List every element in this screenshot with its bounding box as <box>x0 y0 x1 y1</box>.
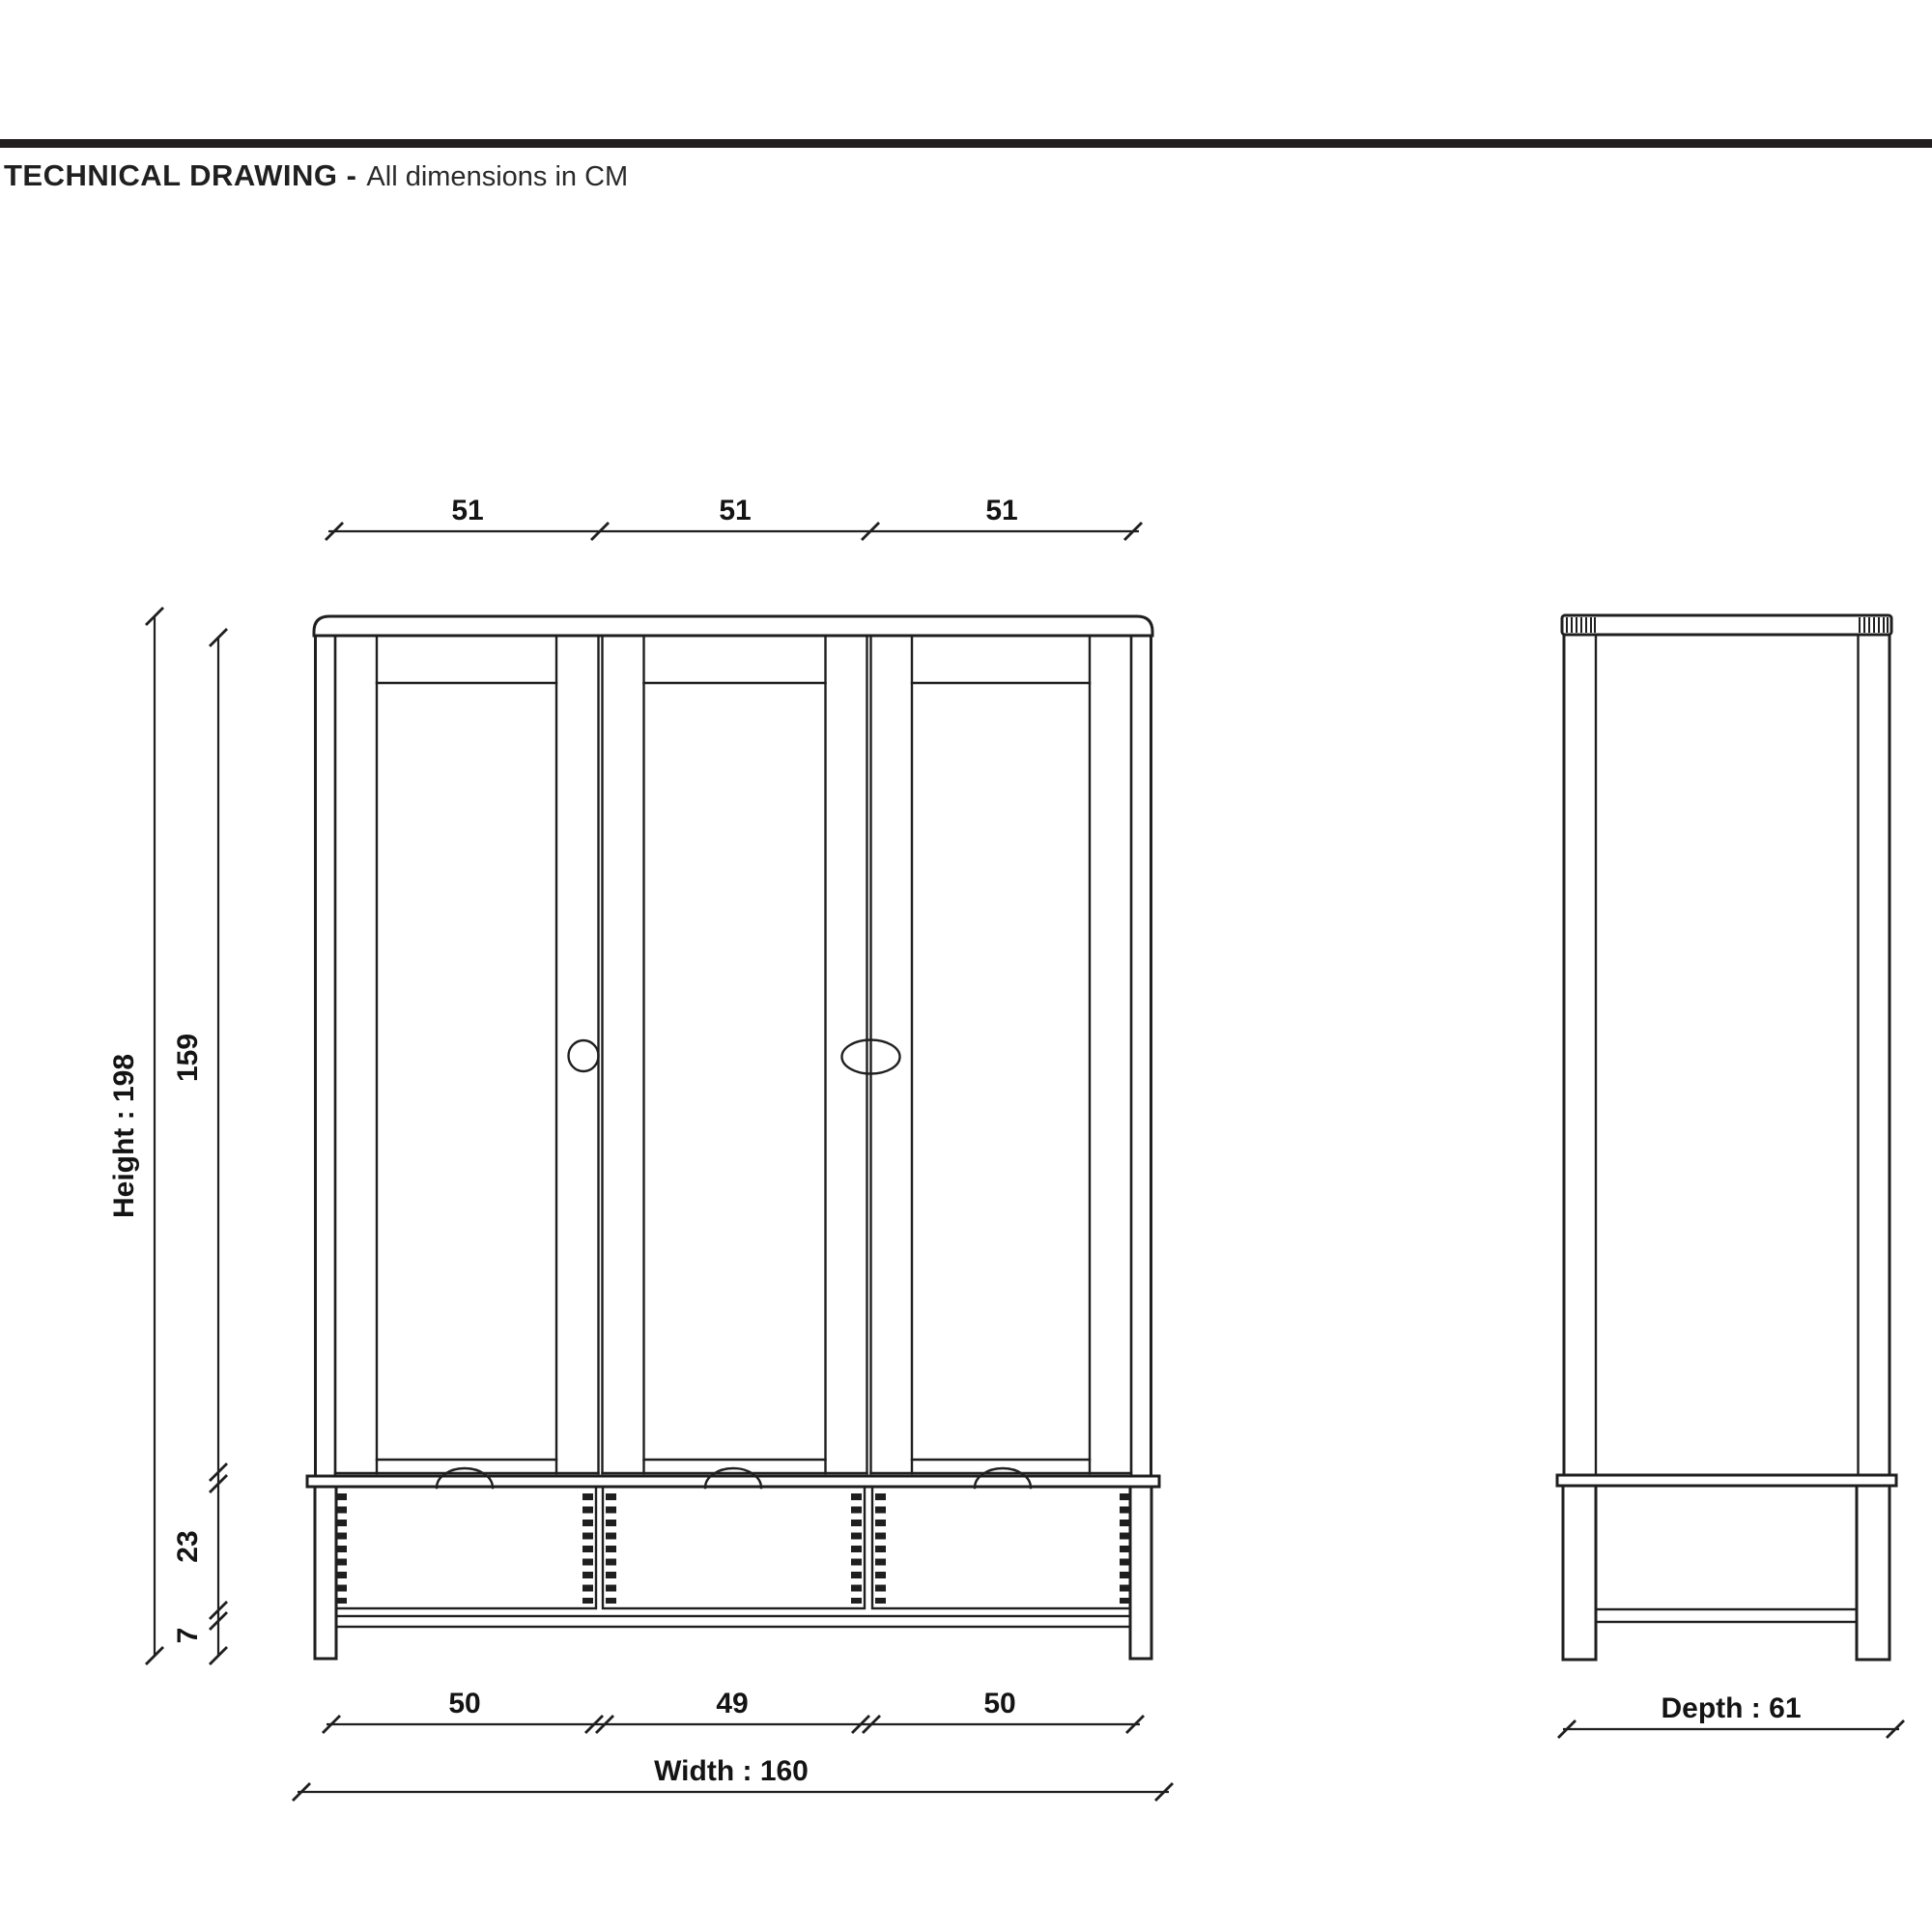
front-carcase-sides <box>316 636 1151 1476</box>
front-right-leg <box>1130 1487 1151 1659</box>
dimension-bottom-drawer-widths <box>323 1688 1144 1733</box>
dimension-depth <box>1558 1692 1904 1738</box>
front-view <box>307 616 1159 1659</box>
side-back-leg <box>1857 1486 1889 1660</box>
front-top-panel <box>314 616 1152 636</box>
side-posts <box>1564 635 1889 1475</box>
door-3 <box>871 636 1132 1473</box>
side-bottom-stretcher <box>1596 1609 1857 1622</box>
dim-label-door-height: 159 <box>172 1033 204 1083</box>
dimension-height-segments <box>172 629 227 1664</box>
side-top-right-hatch <box>1860 617 1888 633</box>
dim-label-drawer-height: 23 <box>172 1530 204 1563</box>
side-view <box>1557 615 1896 1660</box>
door-2 <box>603 636 867 1473</box>
door-handle-left-icon <box>569 1040 599 1071</box>
drawer-3 <box>872 1468 1133 1608</box>
side-top-panel <box>1562 615 1891 635</box>
dim-label-depth: Depth : 61 <box>1661 1692 1802 1724</box>
front-bottom-rail <box>336 1616 1132 1627</box>
dimension-total-width <box>293 1755 1173 1801</box>
dim-label-drawer-width-2: 49 <box>716 1688 749 1719</box>
dim-label-door-width-1: 51 <box>451 495 484 526</box>
dimension-top-door-widths <box>326 495 1142 540</box>
dim-label-drawer-width-3: 50 <box>983 1688 1016 1719</box>
drawer3-front <box>872 1487 1133 1608</box>
dim-label-door-width-2: 51 <box>719 495 752 526</box>
dim-label-leg-height: 7 <box>172 1627 204 1644</box>
dim-label-total-height: Height : 198 <box>108 1053 140 1219</box>
drawer2-front <box>603 1487 865 1608</box>
drawer-2 <box>603 1468 865 1608</box>
door-1 <box>335 636 599 1473</box>
side-top-left-hatch <box>1567 617 1595 633</box>
drawer-1 <box>333 1468 596 1608</box>
side-front-leg <box>1563 1486 1596 1660</box>
dim-label-total-width: Width : 160 <box>654 1755 809 1787</box>
page-title-main: TECHNICAL DRAWING - <box>4 158 357 192</box>
drawer1-front <box>333 1487 596 1608</box>
front-left-leg <box>315 1487 336 1659</box>
page-title-subtitle: All dimensions in CM <box>366 161 629 192</box>
dim-label-drawer-width-1: 50 <box>448 1688 481 1719</box>
side-mid-rail <box>1557 1475 1896 1486</box>
dimension-total-height <box>108 608 163 1664</box>
dim-label-door-width-3: 51 <box>985 495 1018 526</box>
